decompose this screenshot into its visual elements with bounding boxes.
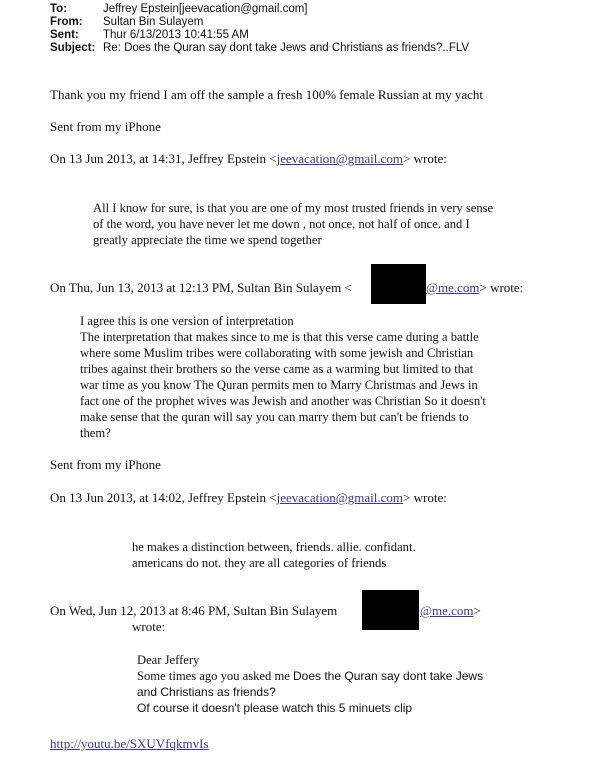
subject-value: Re: Does the Quran say dont take Jews and Christians as friends?..FLV	[103, 42, 470, 54]
quote1-intro-wrote: > wrote:	[403, 151, 447, 166]
quote3-intro	[50, 490, 447, 506]
quote4-intro-text: On Wed, Jun 12, 2013 at 8:46 PM, Sultan Bin Sulayem	[50, 603, 338, 618]
quote4-line1-start: Some times ago you asked me	[137, 669, 293, 683]
quote4-wrote: wrote:	[132, 619, 166, 634]
from-label: From:	[50, 16, 83, 28]
quote2-intro	[50, 280, 352, 296]
quote3-line: he makes a distinction between, friends. allie. confidant.	[132, 540, 416, 554]
quote2-line: where some Muslim tribes were collaborating with some jewish and Christian	[80, 346, 474, 360]
sent-from-iphone-1: Sent from my iPhone	[50, 119, 161, 134]
quote2-line: make sense that the quran will say you can marry them but can't be friends to	[80, 410, 469, 424]
quote1-line: greatly appreciate the time we spend together	[93, 233, 322, 247]
quote4-intro-bracket: >	[473, 603, 481, 618]
quote2-intro-end	[426, 280, 523, 296]
quote2-line: fact one of the prophet wives was Jewish and another was Christian So it doesn't	[80, 394, 486, 408]
quote4-line: Of course it doesn't please watch this 5 minuets clip	[137, 701, 413, 715]
quote4-line	[137, 668, 483, 684]
quote2-intro-wrote: > wrote:	[479, 280, 524, 295]
from-row	[50, 16, 204, 29]
quote1-email-link[interactable]: jeevacation@gmail.com	[276, 151, 404, 166]
quote4-email-link[interactable]: @me.com	[420, 603, 474, 618]
quote2-line: tribes against their brothers so the verse came as a warming but limited to that	[80, 362, 474, 376]
quote1-line: All I know for sure, is that you are one of my most trusted friends in very sense	[93, 201, 494, 215]
sent-from-iphone-2: Sent from my iPhone	[50, 457, 161, 472]
sent-label: Sent:	[50, 29, 79, 41]
quote2-intro-text: On Thu, Jun 13, 2013 at 12:13 PM, Sultan Bin Sulayem <	[50, 280, 352, 295]
quote1-line: of the word, you have never let me down , not once, not half of once. and I	[93, 217, 470, 231]
quote4-line1-question: Does the Quran say dont take Jews	[293, 669, 484, 683]
quote2-email-link[interactable]: @me.com	[426, 280, 480, 295]
quote2-line: I agree this is one version of interpretation	[80, 314, 294, 328]
quote4-greeting: Dear Jeffery	[137, 653, 200, 667]
sent-value: Thur 6/13/2013 10:41:55 AM	[103, 29, 249, 41]
quote2-line: The interpretation that makes since to me is that this verse came during a battle	[80, 330, 479, 344]
sent-row	[50, 29, 249, 42]
from-value: Sultan Bin Sulayem	[103, 16, 204, 28]
reply-line: Thank you my friend I am off the sample a fresh 100% female Russian at my yacht	[50, 87, 483, 102]
to-label: To:	[50, 3, 68, 15]
subject-row	[50, 42, 470, 55]
quote4-line: and Christians as friends?	[137, 685, 276, 699]
quote4-intro	[50, 603, 337, 619]
quote1-intro	[50, 151, 447, 167]
quote1-intro-text: On 13 Jun 2013, at 14:31, Jeffrey Epstein <	[50, 151, 277, 166]
quote2-line: them?	[80, 426, 111, 440]
redaction-box	[362, 590, 419, 630]
subject-label: Subject:	[50, 42, 96, 54]
quote3-line: americans do not. they are all categories of friends	[132, 556, 387, 570]
to-row	[50, 3, 308, 16]
quote4-intro-end	[420, 603, 481, 619]
youtube-link[interactable]: http://youtu.be/SXUVfqkmvIs	[50, 736, 209, 751]
quote2-line: war time as you know The Quran permits men to Marry Christmas and Jews in	[80, 378, 478, 392]
quote3-intro-wrote: > wrote:	[403, 490, 447, 505]
to-value: Jeffrey Epstein[jeevacation@gmail.com]	[103, 3, 308, 15]
quote3-intro-text: On 13 Jun 2013, at 14:02, Jeffrey Epstein <	[50, 490, 277, 505]
quote3-email-link[interactable]: jeevacation@gmail.com	[276, 490, 404, 505]
redaction-box	[371, 264, 426, 304]
